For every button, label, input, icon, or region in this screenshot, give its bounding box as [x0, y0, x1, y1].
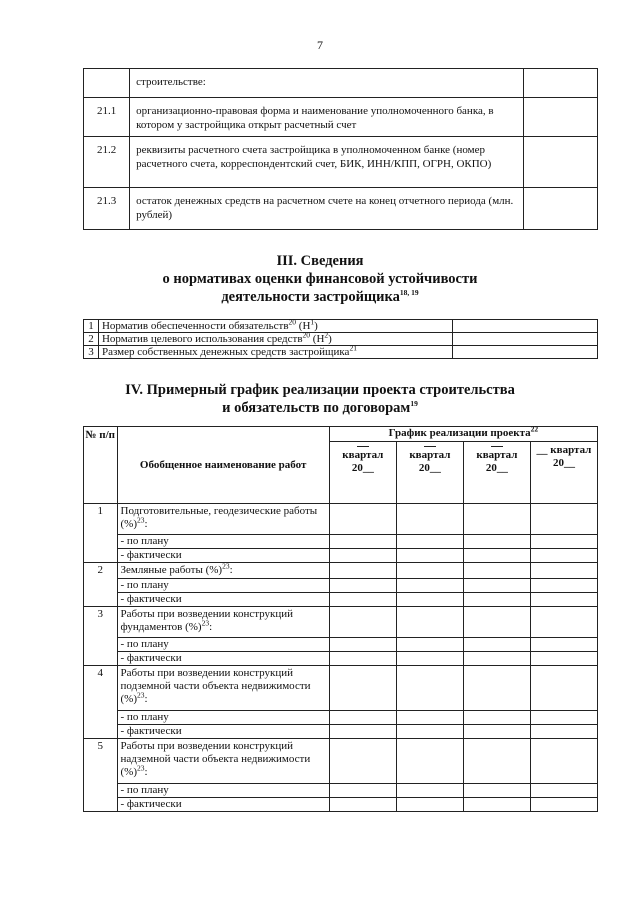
row-text: Норматив целевого использования средств$^{20}$ $(Н^2)$ [98, 333, 452, 346]
cell [329, 739, 396, 784]
cell [329, 579, 396, 593]
fact-label: - фактически [117, 798, 329, 812]
cell [463, 666, 530, 711]
cell [463, 739, 530, 784]
row-value [523, 137, 597, 188]
table-row [84, 563, 598, 579]
cell [530, 666, 597, 711]
cell [463, 784, 530, 798]
cell [530, 739, 597, 784]
cell [530, 652, 597, 666]
cell [329, 798, 396, 812]
header-quarter: квартал 20__ [463, 442, 530, 504]
work-number: 5 [84, 739, 118, 812]
cell [396, 563, 463, 579]
cell [530, 579, 597, 593]
work-number: 1 [84, 504, 118, 563]
cell [329, 593, 396, 607]
plan-label: - по плану [117, 579, 329, 593]
cell [396, 652, 463, 666]
plan-label: - по плану [117, 638, 329, 652]
table-row [84, 333, 598, 346]
cell [463, 711, 530, 725]
table-row-plan [84, 784, 598, 798]
cell [463, 638, 530, 652]
cell [463, 652, 530, 666]
cell [396, 711, 463, 725]
table-row-fact [84, 652, 598, 666]
cell [530, 563, 597, 579]
row-text: остаток денежных средств на расчетном счете на конец отчетного периода (млн. рублей) [130, 188, 523, 230]
cell [396, 607, 463, 638]
row-text: строительстве: [130, 69, 523, 98]
table-row-fact [84, 798, 598, 812]
header-schedule-group: График реализации проекта$^{22}$ [329, 427, 597, 442]
cell [463, 549, 530, 563]
row-number: 21.3 [84, 188, 130, 230]
row-number: 21.1 [84, 98, 130, 137]
cell [396, 593, 463, 607]
table-row [84, 607, 598, 638]
work-number: 3 [84, 607, 118, 666]
plan-label: - по плану [117, 711, 329, 725]
table-row [84, 739, 598, 784]
table-row [84, 69, 598, 98]
table-row [84, 346, 598, 359]
cell [530, 725, 597, 739]
section3-title-line1: III. Сведения [276, 253, 364, 269]
cell [329, 666, 396, 711]
cell [463, 579, 530, 593]
work-name: Подготовительные, геодезические работы (%)$^{23}$: [117, 504, 329, 535]
cell [530, 535, 597, 549]
header-number: № п/п [84, 427, 118, 504]
row-text: организационно-правовая форма и наименование уполномоченного банка, в котором у застройщика открыт расчетный счет [130, 98, 523, 137]
work-name: Земляные работы (%)$^{23}$: [117, 563, 329, 579]
row-value [452, 333, 597, 346]
cell [329, 535, 396, 549]
table-header-row [84, 427, 598, 442]
cell [329, 652, 396, 666]
cell [329, 784, 396, 798]
table-row-plan [84, 711, 598, 725]
row-number [84, 69, 130, 98]
cell [396, 549, 463, 563]
section3-title [0, 252, 640, 306]
cell [329, 725, 396, 739]
cell [463, 563, 530, 579]
section3-title-line3: деятельности застройщика$^{18, 19}$ [221, 288, 419, 305]
cell [530, 784, 597, 798]
table-row-fact [84, 725, 598, 739]
table-row [84, 504, 598, 535]
row-number: 1 [84, 320, 99, 333]
cell [463, 504, 530, 535]
table-row [84, 137, 598, 188]
cell [329, 638, 396, 652]
cell [530, 711, 597, 725]
cell [329, 711, 396, 725]
row-number: 21.2 [84, 137, 130, 188]
page-number: 7 [317, 38, 323, 52]
table-row-plan [84, 579, 598, 593]
work-name: Работы при возведении конструкций фундаментов (%)$^{23}$: [117, 607, 329, 638]
table-row [84, 188, 598, 230]
cell [396, 638, 463, 652]
cell [530, 549, 597, 563]
cell [396, 784, 463, 798]
table-row-plan [84, 535, 598, 549]
row-text: Норматив обеспеченности обязательств$^{20}$ $(Н^1)$ [98, 320, 452, 333]
plan-label: - по плану [117, 535, 329, 549]
row-value [452, 346, 597, 359]
cell [329, 504, 396, 535]
work-name: Работы при возведении конструкций подземной части объекта недвижимости (%)$^{23}$: [117, 666, 329, 711]
cell [396, 666, 463, 711]
cell [463, 798, 530, 812]
cell [329, 607, 396, 638]
fact-label: - фактически [117, 725, 329, 739]
table-bank-details [83, 68, 598, 230]
cell [396, 504, 463, 535]
row-value [523, 98, 597, 137]
row-text: Размер собственных денежных средств застройщика$^{21}$ [98, 346, 452, 359]
section4-title [0, 381, 640, 417]
row-text: реквизиты расчетного счета застройщика в уполномоченном банке (номер расчетного счета, корреспондентский счет, БИК, ИНН/КПП, ОГРН, ОКПО) [130, 137, 523, 188]
cell [329, 563, 396, 579]
cell [530, 607, 597, 638]
cell [463, 535, 530, 549]
table-row-fact [84, 549, 598, 563]
row-value [523, 69, 597, 98]
cell [530, 504, 597, 535]
section4-title-line1: IV. Примерный график реализации проекта строительства [125, 382, 515, 398]
header-work-name: Обобщенное наименование работ [117, 427, 329, 504]
work-number: 4 [84, 666, 118, 739]
row-number: 2 [84, 333, 99, 346]
row-value [523, 188, 597, 230]
cell [463, 607, 530, 638]
cell [530, 798, 597, 812]
header-quarter: квартал 20__ [329, 442, 396, 504]
table-row-plan [84, 638, 598, 652]
fact-label: - фактически [117, 652, 329, 666]
cell [396, 535, 463, 549]
cell [463, 593, 530, 607]
work-number: 2 [84, 563, 118, 607]
table-row-fact [84, 593, 598, 607]
table-financial-norms [83, 319, 598, 359]
table-schedule [83, 426, 598, 812]
fact-label: - фактически [117, 549, 329, 563]
work-name: Работы при возведении конструкций надземной части объекта недвижимости (%)$^{23}$: [117, 739, 329, 784]
header-quarter: __ квартал 20__ [530, 442, 597, 504]
cell [396, 739, 463, 784]
cell [463, 725, 530, 739]
section3-title-line2: о нормативах оценки финансовой устойчивости [162, 271, 478, 287]
plan-label: - по плану [117, 784, 329, 798]
cell [396, 579, 463, 593]
row-value [452, 320, 597, 333]
table-row [84, 320, 598, 333]
table-row [84, 666, 598, 711]
header-quarter: квартал 20__ [396, 442, 463, 504]
cell [396, 725, 463, 739]
row-number: 3 [84, 346, 99, 359]
fact-label: - фактически [117, 593, 329, 607]
cell [530, 638, 597, 652]
cell [329, 549, 396, 563]
table-row [84, 98, 598, 137]
section4-title-line2: и обязательств по договорам$^{19}$ [222, 399, 418, 416]
cell [530, 593, 597, 607]
cell [396, 798, 463, 812]
